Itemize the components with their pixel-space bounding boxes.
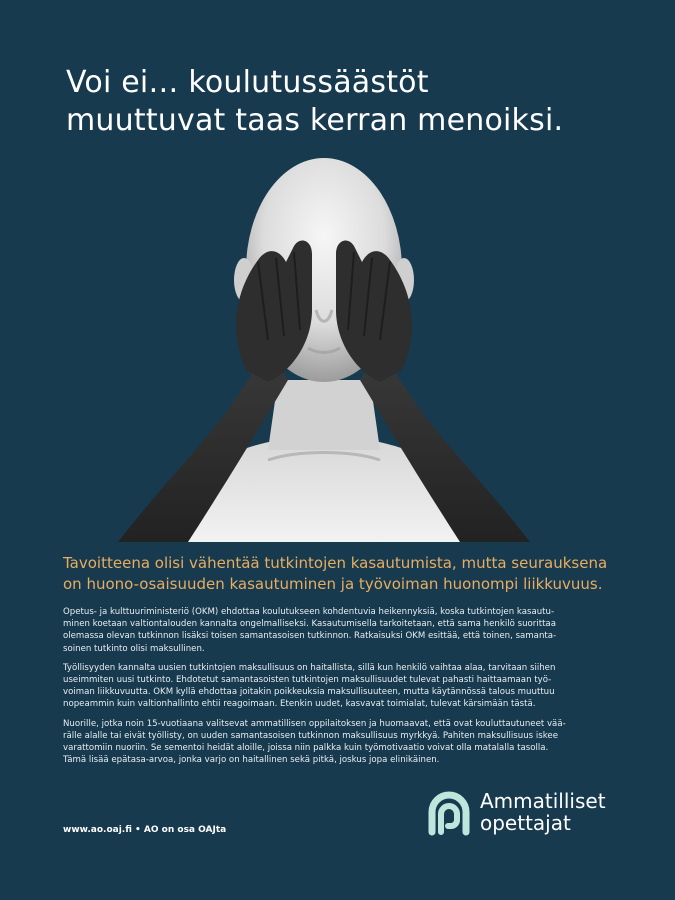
paragraph-2 xyxy=(63,662,611,711)
headline-line-2: muuttuvat taas kerran menoiksi. xyxy=(66,103,564,138)
logo-line-1: Ammatilliset xyxy=(480,789,606,813)
text-line: useimmiten uusi tutkinto. Ehdotetut samantasoisten tutkintojen maksullisuudet tulevat pahasti haittaamaan työ- xyxy=(63,675,552,686)
text-line: minen koetaan valtiontalouden kannalta ongelmalliseksi. Kasautumisella tarkoitetaan, että sama henkilö suorittaa xyxy=(63,619,556,630)
subheading-line-1: Tavoitteena olisi vähentää tutkintojen kasautumista, mutta seurauksena xyxy=(63,554,608,572)
logo-mark-icon xyxy=(426,790,472,836)
text-line: voiman liikkuvuutta. OKM kyllä ehdottaa joitakin poikkeuksia maksullisuuteen, mutta käytännössä talous muuttuu xyxy=(63,687,555,698)
headline-line-1: Voi ei… koulutussäästöt xyxy=(66,65,429,100)
text-line: soinen tutkinto olisi maksullinen. xyxy=(63,643,205,654)
text-line: Tämä lisää epätasa-arvoa, jonka varjo on haitallinen sekä pitkä, joskus jopa elinikäinen. xyxy=(63,755,440,766)
text-line: varattomiin nuoriin. Se sementoi heidät aloille, joissa niin palkka kuin työmotivaatio voivat olla matalalla tasolla. xyxy=(63,743,549,754)
text-line: Työllisyyden kannalta uusien tutkintojen maksullisuus on haitallista, sillä kun henkilö vaihtaa alaa, tarvitaan siihen xyxy=(63,662,556,673)
text-line: Nuorille, jotka noin 15-vuotiaana valitsevat ammatillisen oppilaitoksen ja huomaavat, että ovat kouluttautuneet vää- xyxy=(63,718,566,729)
text-line: nopeammin kuin valtionhallinto ehtii reagoimaan. Etenkin uudet, kasvavat toimialat, tulevat kärsimään tästä. xyxy=(63,699,536,710)
article-body xyxy=(63,606,611,773)
logo-wordmark xyxy=(480,790,606,834)
ammatilliset-opettajat-logo xyxy=(426,786,646,846)
text-line: rälle alalle tai eivät työllisty, on uuden samantasoisen tutkinnon maksullisuus myrkkyä. Pahiten maksullisuus iskee xyxy=(63,730,558,741)
see-no-evil-figure-image xyxy=(118,150,530,542)
figure-neck xyxy=(268,380,380,450)
subheading xyxy=(63,553,623,595)
text-line: Opetus- ja kulttuuriministeriö (OKM) ehdottaa koulutukseen kohdentuvia heikennyksiä, koska tutkintojen kasautu- xyxy=(63,607,555,617)
footer-url[interactable]: www.ao.oaj.fi • AO on osa OAJta xyxy=(63,825,227,835)
logo-line-2: opettajat xyxy=(480,811,571,835)
text-line: olemassa olevan tutkinnon lisäksi toisen samantasoisen tutkinnon. Ratkaisuksi OKM esittää, että toinen, samanta- xyxy=(63,631,557,642)
paragraph-1 xyxy=(63,606,611,655)
subheading-line-2: on huono-osaisuuden kasautuminen ja työvoiman huonompi liikkuvuus. xyxy=(63,575,603,593)
headline xyxy=(66,64,626,140)
paragraph-3 xyxy=(63,718,611,767)
